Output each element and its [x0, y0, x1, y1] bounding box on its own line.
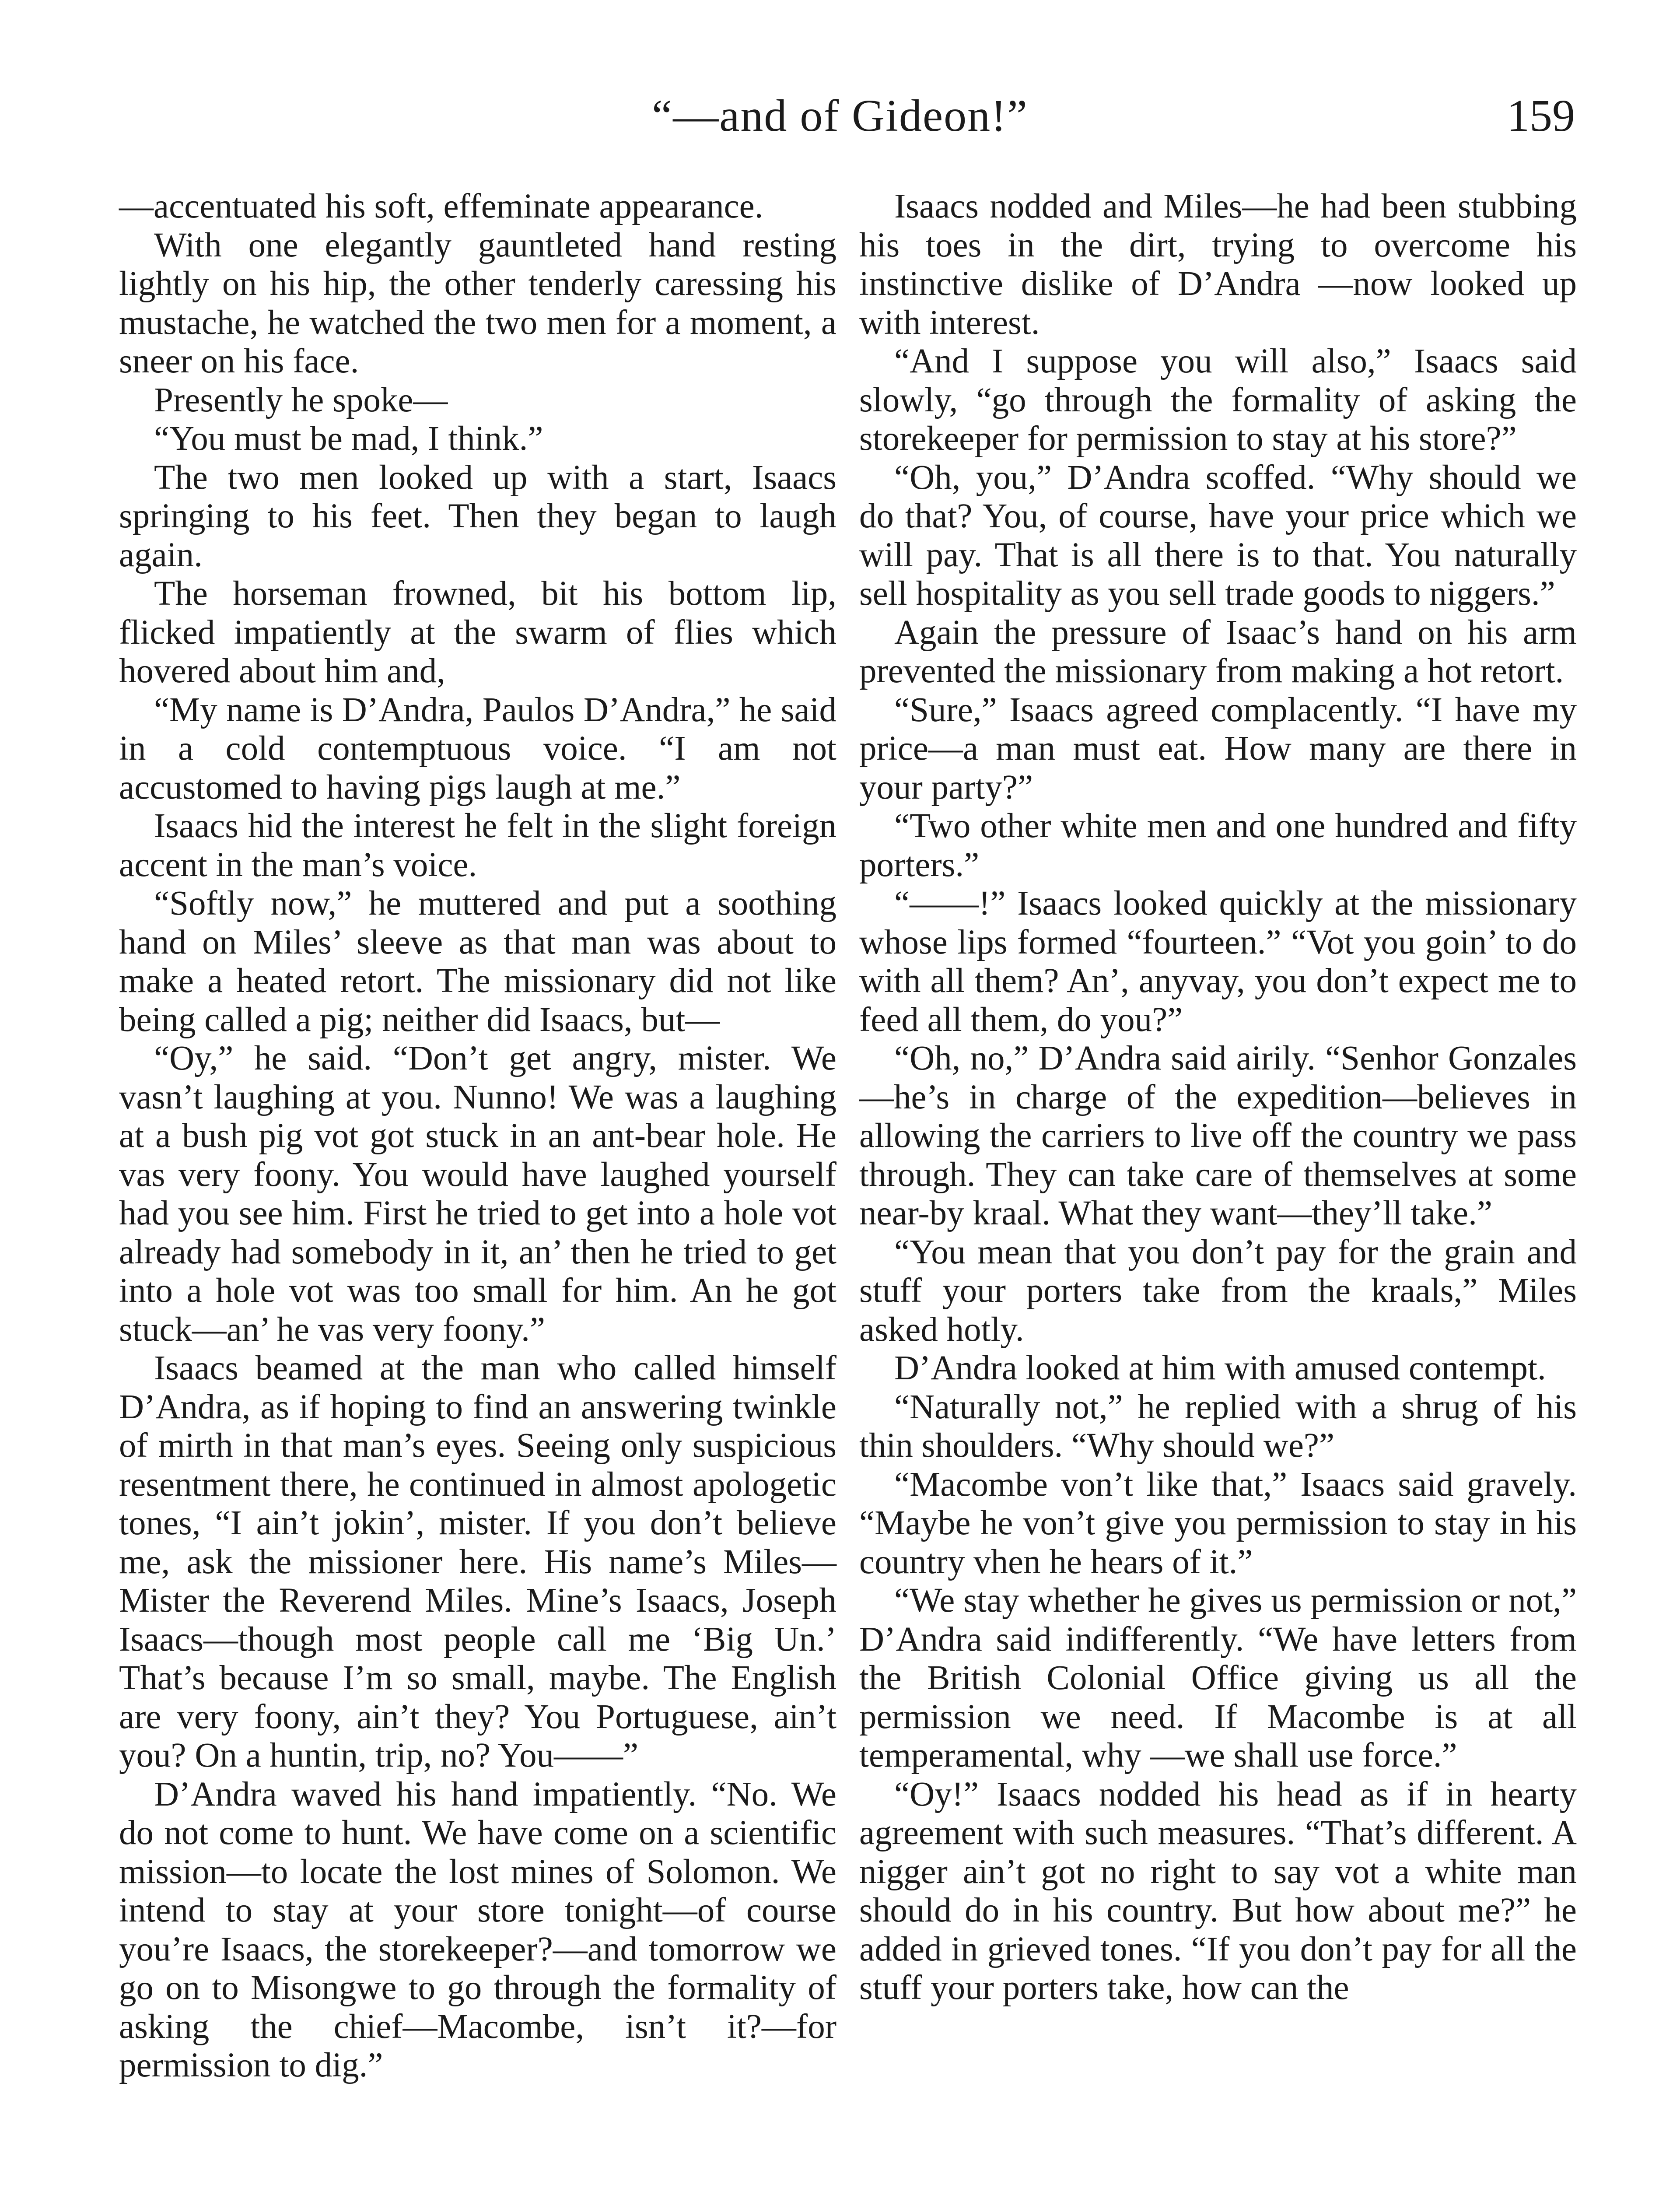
paragraph: “Naturally not,” he replied with a shrug of his thin shoulders. “Why should we?”	[859, 1388, 1577, 1465]
paragraph: Isaacs nodded and Miles—he had been stubbing his toes in the dirt, trying to overcome his instinctive dislike of D’Andra —now looked up with interest.	[859, 187, 1577, 342]
page-number: 159	[1507, 91, 1575, 141]
paragraph: “Two other white men and one hundred and fifty porters.”	[859, 807, 1577, 884]
paragraph: “My name is D’Andra, Paulos D’Andra,” he said in a cold contemptuous voice. “I am not accustomed to having pigs laugh at me.”	[119, 691, 836, 806]
paragraph: “We stay whether he gives us permission or not,” D’Andra said indifferently. “We have letters from the British Colonial Office giving us all the permission we need. If Macombe is at all temperamental, why —we shall use force.”	[859, 1581, 1577, 1774]
paragraph: “You must be mad, I think.”	[154, 420, 543, 458]
paragraph: “You mean that you don’t pay for the grain and stuff your porters take from the kraals,” Miles asked hotly.	[859, 1233, 1577, 1349]
paragraph: “And I suppose you will also,” Isaacs said slowly, “go through the formality of asking the storekeeper for permission to stay at his store?”	[859, 342, 1577, 458]
paragraph: —accentuated his soft, effeminate appearance.	[119, 187, 763, 225]
paragraph: Presently he spoke—	[154, 381, 448, 419]
paragraph: With one elegantly gauntleted hand resting lightly on his hip, the other tenderly caressing his mustache, he watched the two men for a moment, a sneer on his face.	[119, 226, 836, 380]
paragraph: “Macombe von’t like that,” Isaacs said gravely. “Maybe he von’t give you permission to stay in his country vhen he hears of it.”	[859, 1465, 1577, 1581]
paragraph: Again the pressure of Isaac’s hand on his arm prevented the missionary from making a hot retort.	[859, 613, 1577, 690]
paragraph: The horseman frowned, bit his bottom lip, flicked impatiently at the swarm of flies which hovered about him and,	[119, 575, 836, 690]
paragraph: “Sure,” Isaacs agreed complacently. “I have my price—a man must eat. How many are there in your party?”	[859, 691, 1577, 806]
paragraph: D’Andra looked at him with amused contempt.	[894, 1349, 1546, 1387]
paragraph: “Oy,” he said. “Don’t get angry, mister. We vasn’t laughing at you. Nunno! We was a laughing at a bush pig vot got stuck in an ant-bear hole. He vas very foony. You would have laughed yourself had you see him. First he tried to get into a hole vot already had somebody in it, an’ then he tried to get into a hole vot was too small for him. An he got stuck—an’ he vas very foony.”	[119, 1039, 836, 1349]
paragraph: “——!” Isaacs looked quickly at the missionary whose lips formed “fourteen.” “Vot you goin’ to do with all them? An’, anyvay, you don’t expect me to feed all them, do you?”	[859, 884, 1577, 1039]
left-column	[119, 187, 836, 2085]
paragraph: “Softly now,” he muttered and put a soothing hand on Miles’ sleeve as that man was about to make a heated retort. The missionary did not like being called a pig; neither did Isaacs, but—	[119, 884, 836, 1039]
paragraph: “Oh, you,” D’Andra scoffed. “Why should we do that? You, of course, have your price which we will pay. That is all there is to that. You naturally sell hospitality as you sell trade goods to niggers.”	[859, 458, 1577, 613]
paragraph: Isaacs hid the interest he felt in the slight foreign accent in the man’s voice.	[119, 807, 836, 884]
paragraph: The two men looked up with a start, Isaacs springing to his feet. Then they began to laugh again.	[119, 458, 836, 574]
paragraph: “Oh, no,” D’Andra said airily. “Senhor Gonzales—he’s in charge of the expedition—believes in allowing the carriers to live off the country we pass through. They can take care of themselves at some near-by kraal. What they want—they’ll take.”	[859, 1039, 1577, 1232]
paragraph: “Oy!” Isaacs nodded his head as if in hearty agreement with such measures. “That’s different. A nigger ain’t got no right to say vot a white man should do in his country. But how about me?” he added in grieved tones. “If you don’t pay for all the stuff your porters take, how can the	[859, 1775, 1577, 2007]
paragraph: Isaacs beamed at the man who called himself D’Andra, as if hoping to find an answering twinkle of mirth in that man’s eyes. Seeing only suspicious resentment there, he continued in almost apologetic tones, “I ain’t jokin’, mister. If you don’t believe me, ask the missioner here. His name’s Miles—Mister the Reverend Miles. Mine’s Isaacs, Joseph Isaacs—though most people call me ‘Big Un.’ That’s because I’m so small, maybe. The English are very foony, ain’t they? You Portuguese, ain’t you? On a huntin, trip, no? You——”	[119, 1349, 836, 1774]
chapter-title: “—and of Gideon!”	[652, 91, 1028, 141]
paragraph: D’Andra waved his hand impatiently. “No. We do not come to hunt. We have come on a scientific mission—to locate the lost mines of Solomon. We intend to stay at your store tonight—of course you’re Isaacs, the storekeeper?—and tomorrow we go on to Misongwe to go through the formality of asking the chief—Macombe, isn’t it?—for permission to dig.”	[119, 1775, 836, 2084]
running-head	[0, 83, 1680, 153]
right-column	[859, 187, 1577, 2008]
